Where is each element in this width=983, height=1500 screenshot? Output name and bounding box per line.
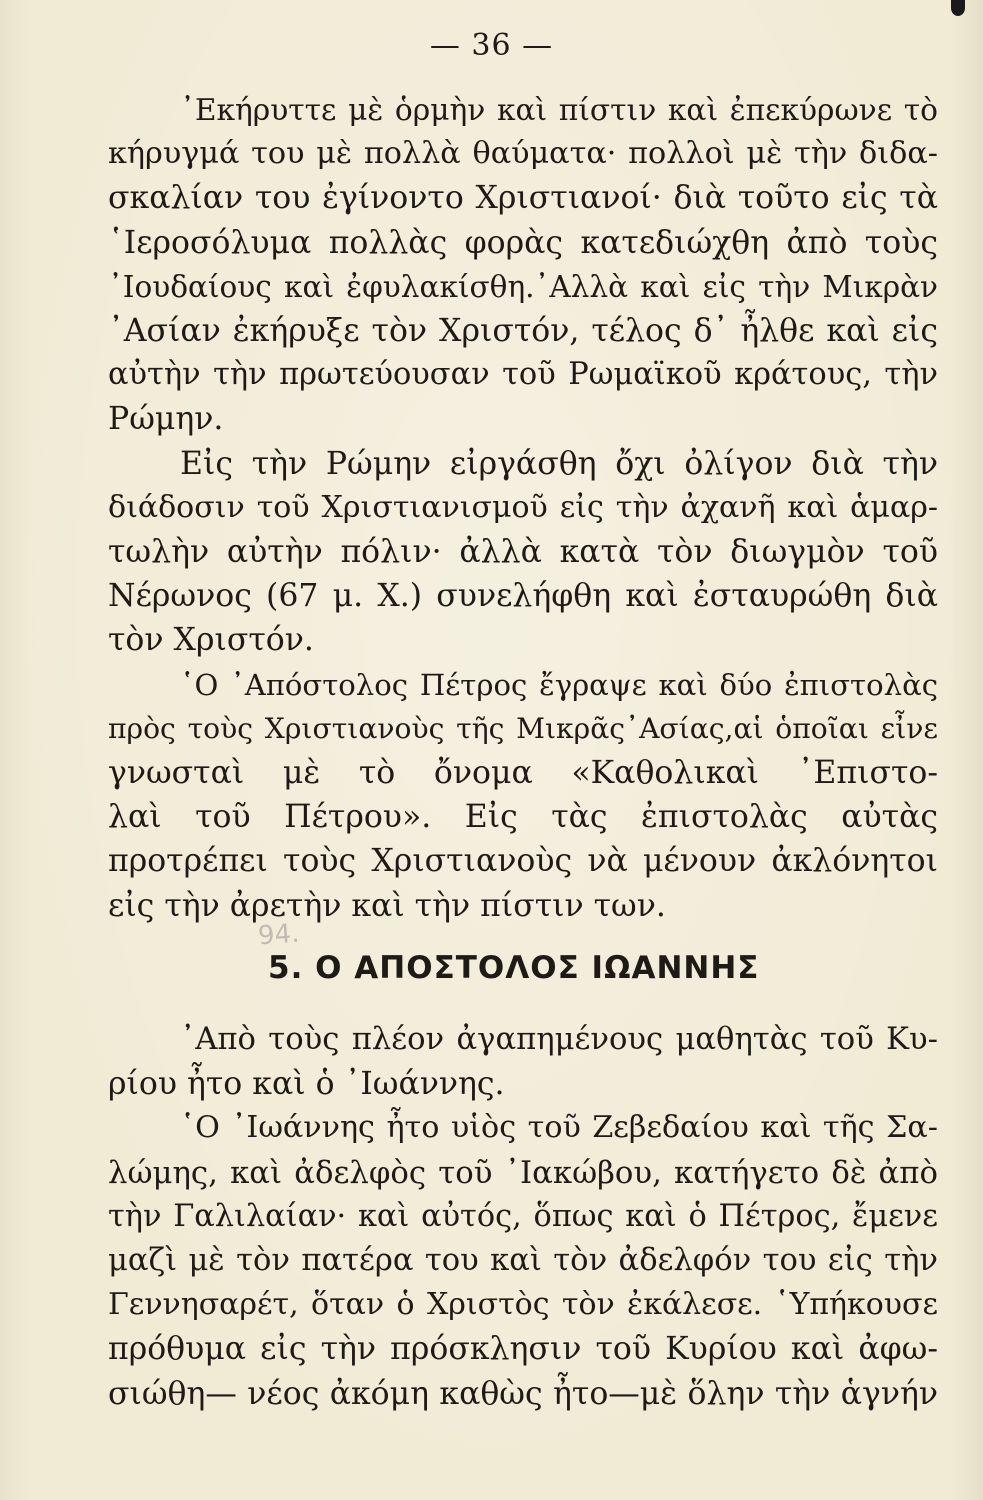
text-line: ῾Ο ᾿Απόστολος Πέτρος ἔγραψε καὶ δύο ἐπιστολὰς xyxy=(180,667,938,702)
text-line: εἰς τὴν ἀρετὴν καὶ τὴν πίστιν των. xyxy=(108,887,666,924)
text-line: προτρέπει τοὺς Χριστιανοὺς νὰ μένουν ἀκλόνητοι xyxy=(108,843,938,880)
text-line: τωλὴν αὐτὴν πόλιν· ἀλλὰ κατὰ τὸν διωγμὸν τοῦ xyxy=(108,534,938,571)
text-line: αὐτὴν τὴν πρωτεύουσαν τοῦ Ρωμαϊκοῦ κράτους, τὴν xyxy=(108,357,938,393)
text-line: ᾿Ασίαν ἐκήρυξε τὸν Χριστόν, τέλος δ᾿ ἦλθε καὶ εἰς xyxy=(108,313,938,350)
text-line: τὸν Χριστόν. xyxy=(108,622,314,659)
text-line: κήρυγμά του μὲ πολλὰ θαύματα· πολλοὶ μὲ τὴν διδα- xyxy=(108,136,938,172)
text-line: ᾿Ιουδαίους καὶ ἐφυλακίσθη.᾿Αλλὰ καὶ εἰς τὴν Μικρὰν xyxy=(108,269,938,304)
text-line: Γεννησαρέτ, ὅταν ὁ Χριστὸς τὸν ἐκάλεσε. ῾Υπήκουσε xyxy=(108,1287,938,1323)
ink-blot-mark xyxy=(951,0,965,16)
section-heading: 5. Ο ΑΠΟΣΤΟΛΟΣ ΙΩΑΝΝΗΣ xyxy=(268,950,760,986)
text-line: ρίου ἦτο καὶ ὁ ᾿Ιωάννης. xyxy=(108,1066,505,1103)
text-line: διάδοσιν τοῦ Χριστιανισμοῦ εἰς τὴν ἀχανῆ καὶ ἁμαρ- xyxy=(108,489,938,525)
text-line: ᾿Απὸ τοὺς πλέον ἀγαπημένους μαθητὰς τοῦ Κυ- xyxy=(180,1022,938,1057)
text-line: λαὶ τοῦ Πέτρου». Εἰς τὰς ἐπιστολὰς αὐτὰς xyxy=(108,799,938,836)
text-line: πρὸς τοὺς Χριστιανοὺς τῆς Μικρᾶς᾿Ασίας,αἱ ὁποῖαι εἶνε xyxy=(108,711,938,745)
text-line: λώμης, καὶ ἀδελφὸς τοῦ ᾿Ιακώβου, κατήγετο δὲ ἀπὸ xyxy=(108,1154,938,1191)
page-number: — 36 — xyxy=(429,28,554,63)
text-line: γνωσταὶ μὲ τὸ ὄνομα «Καθολικαὶ ᾿Επιστο- xyxy=(108,755,938,792)
text-line: Ρώμην. xyxy=(108,401,224,438)
section-john-text xyxy=(108,1018,938,1416)
text-line: ᾿Εκήρυττε μὲ ὁρμὴν καὶ πίστιν καὶ ἐπεκύρωνε τὸ xyxy=(180,92,938,127)
text-line: Εἰς τὴν Ρώμην εἰργάσθη ὄχι ὀλίγον διὰ τὴν xyxy=(180,445,938,482)
text-line: πρόθυμα εἰς τὴν πρόσκλησιν τοῦ Κυρίου καὶ ἀφω- xyxy=(108,1331,938,1368)
section-peter-text xyxy=(108,88,938,928)
pencil-annotation: 94. xyxy=(257,918,301,952)
text-line: μαζὶ μὲ τὸν πατέρα του καὶ τὸν ἀδελφόν του εἰς τὴν xyxy=(108,1243,938,1279)
text-line: ῾Ο ᾿Ιωάννης ἦτο υἱὸς τοῦ Ζεβεδαίου καὶ τῆς Σα- xyxy=(180,1110,938,1146)
text-line: σκαλίαν του ἐγίνοντο Χριστιανοί· διὰ τοῦτο εἰς τὰ xyxy=(108,180,938,217)
text-line: σιώθη— νέος ἀκόμη καθὼς ἦτο—μὲ ὅλην τὴν ἁγνήν xyxy=(108,1375,938,1412)
text-line: ῾Ιεροσόλυμα πολλὰς φορὰς κατεδιώχθη ἀπὸ τοὺς xyxy=(108,224,938,261)
text-line: Νέρωνος (67 μ. Χ.) συνελήφθη καὶ ἐσταυρώθη διὰ xyxy=(108,578,938,615)
text-line: τὴν Γαλιλαίαν· καὶ αὐτός, ὅπως καὶ ὁ Πέτρος, ἔμενε xyxy=(108,1198,938,1234)
